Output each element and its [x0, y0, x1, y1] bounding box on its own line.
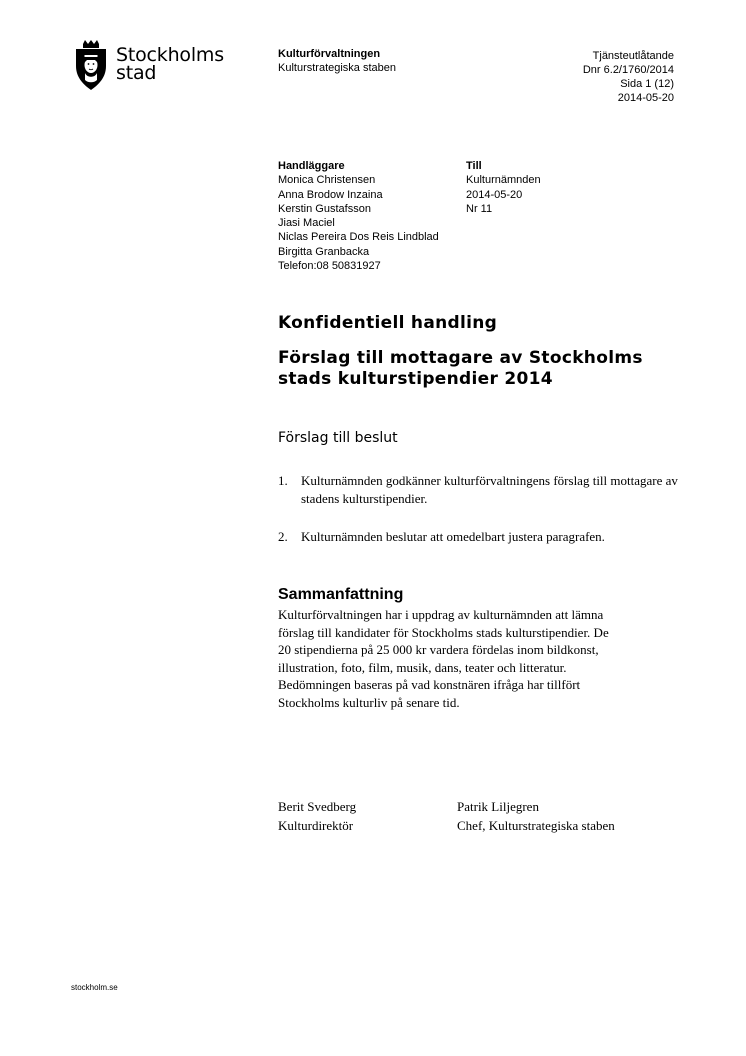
title-line1: Förslag till mottagare av Stockholms: [278, 348, 643, 368]
handlaggare-name: Birgitta Granbacka: [278, 245, 370, 258]
handlaggare-heading: Handläggare: [278, 160, 345, 172]
department-unit: Kulturstrategiska staben: [278, 62, 397, 74]
list-item-number: 1.: [278, 473, 288, 488]
list-item: [278, 528, 678, 546]
signature-name: Berit Svedberg: [278, 799, 357, 814]
list-item-text: Kulturnämnden beslutar att omedelbart justera paragrafen.: [301, 529, 605, 544]
decision-list: [278, 472, 678, 566]
handlaggare-name: Jiasi Maciel: [278, 217, 335, 230]
list-item-number: 2.: [278, 529, 288, 544]
summary-heading: Sammanfattning: [278, 586, 404, 603]
signature-name: Patrik Liljegren: [457, 799, 539, 814]
document-type: Tjänsteutlåtande: [592, 50, 674, 62]
till-date: 2014-05-20: [466, 188, 523, 201]
confidential-label: Konfidentiell handling: [278, 313, 498, 333]
document-date: 2014-05-20: [617, 92, 674, 104]
stockholm-crest-icon: [74, 40, 108, 90]
logo-line2: stad: [116, 62, 157, 84]
signature-title: Kulturdirektör: [278, 818, 354, 833]
logo-wordmark: [116, 46, 224, 82]
summary-line: Stockholms kulturliv på senare tid.: [278, 694, 460, 710]
list-item: [278, 472, 678, 508]
signature-1: [278, 797, 356, 835]
summary-line: Bedömningen baseras på vad konstnären ifråga har tillfört: [278, 677, 581, 693]
beslut-heading: Förslag till beslut: [278, 430, 398, 446]
handlaggare-phone: Telefon:08 50831927: [278, 260, 381, 273]
handlaggare-name: Anna Brodow Inzaina: [278, 188, 383, 201]
summary-line: 20 stipendierna på 25 000 kr vardera fördelas inom bildkonst,: [278, 642, 599, 658]
summary-line: Kulturförvaltningen har i uppdrag av kulturnämnden att lämna: [278, 607, 604, 622]
department-name: Kulturförvaltningen: [278, 48, 381, 60]
handlaggare-name: Kerstin Gustafsson: [278, 202, 371, 215]
department-block: [278, 47, 396, 75]
handlaggare-block: [278, 159, 439, 273]
summary-line: förslag till kandidater för Stockholms stads kulturstipendier. De: [278, 624, 609, 640]
till-recipient: Kulturnämnden: [466, 174, 541, 187]
stockholm-logo: [74, 40, 224, 92]
document-title: [278, 348, 698, 390]
handlaggare-name: Niclas Pereira Dos Reis Lindblad: [278, 231, 439, 244]
title-line2: stads kulturstipendier 2014: [278, 369, 553, 389]
logo-line1: Stockholms: [116, 44, 224, 66]
summary-line: illustration, foto, film, musik, dans, teater och litteratur.: [278, 659, 567, 675]
footer-url: stockholm.se: [71, 983, 118, 992]
till-heading: Till: [466, 160, 482, 172]
signature-2: [457, 797, 615, 835]
document-dnr: Dnr 6.2/1760/2014: [582, 64, 674, 76]
list-item-text: Kulturnämnden godkänner kulturförvaltningens förslag till mottagare av stadens kulturstipendier.: [301, 473, 678, 506]
page-number: Sida 1 (12): [620, 78, 674, 90]
summary-text: [278, 606, 678, 712]
till-block: [466, 159, 541, 216]
till-number: Nr 11: [466, 202, 493, 215]
signature-title: Chef, Kulturstrategiska staben: [457, 818, 615, 833]
document-info: [583, 49, 674, 105]
handlaggare-name: Monica Christensen: [278, 174, 376, 187]
